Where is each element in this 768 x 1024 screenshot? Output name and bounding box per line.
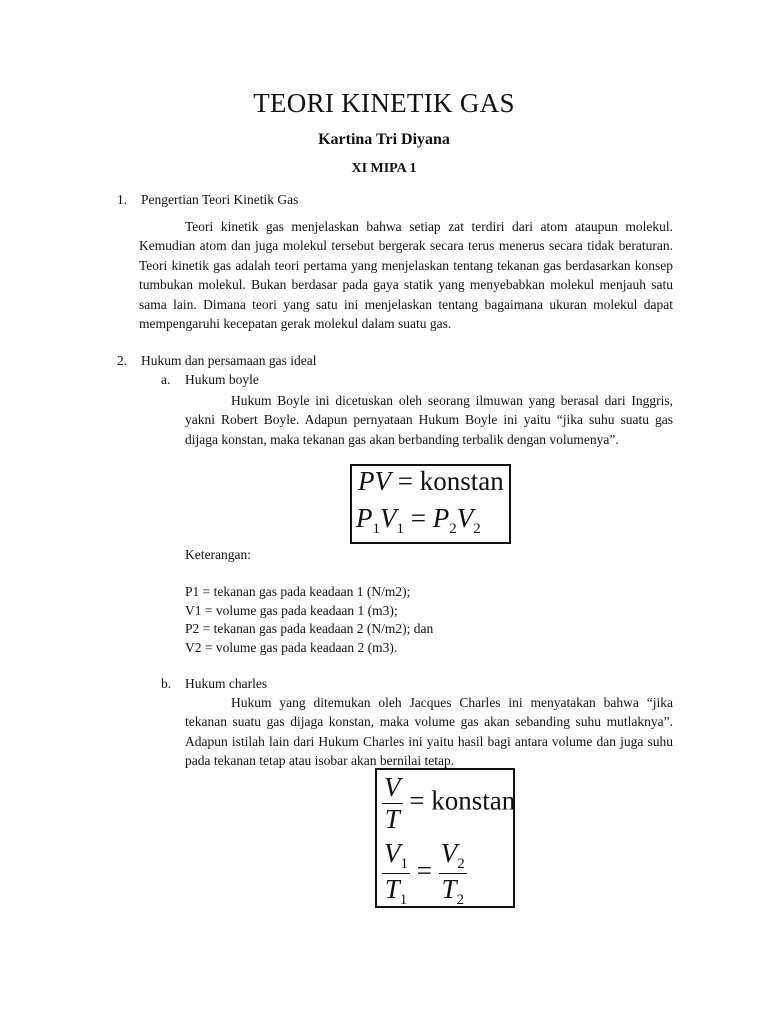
- keterangan-item: V2 = volume gas pada keadaan 2 (m3).: [185, 640, 398, 655]
- subsection-a-letter: a.: [161, 372, 171, 387]
- document-title: TEORI KINETIK GAS: [253, 88, 515, 118]
- keterangan-item: P1 = tekanan gas pada keadaan 1 (N/m2);: [185, 584, 411, 599]
- charles-formula-box: [375, 768, 515, 908]
- fraction: $\frac{V}{T}$: [384, 772, 401, 834]
- keterangan-item: V1 = volume gas pada keadaan 1 (m3);: [185, 603, 398, 618]
- charles-equation-2: $\frac{V_1}{T_1}$ = $\frac{V_2}{T_2}$: [384, 838, 465, 908]
- boyle-formula-box: [350, 464, 511, 544]
- author-name: Kartina Tri Diyana: [318, 131, 450, 148]
- subsection-a-paragraph: Hukum Boyle ini dicetuskan oleh seorang ilmuwan yang berasal dari Inggris, yakni Robert Boyle. Adapun pernyataan Hukum Boyle ini yaitu “jika suhu suatu gas dijaga konstan, maka tekanan gas akan berbanding terbalik dengan volumenya”.: [185, 393, 673, 447]
- charles-equation-1-rhs: konstan: [431, 785, 516, 816]
- section-2-number: 2.: [117, 353, 128, 368]
- boyle-equation-1-rhs: konstan: [419, 466, 504, 496]
- subsection-a-title: Hukum boyle: [185, 372, 259, 387]
- keterangan-item: P2 = tekanan gas pada keadaan 2 (N/m2); dan: [185, 621, 434, 636]
- subsection-b-letter: b.: [161, 676, 172, 691]
- class-name: XI MIPA 1: [351, 161, 417, 176]
- section-1-title: Pengertian Teori Kinetik Gas: [141, 192, 299, 207]
- charles-equation-1: $\frac{V}{T}$ = konstan: [384, 772, 516, 834]
- subsection-b-paragraph: Hukum yang ditemukan oleh Jacques Charles ini menyatakan bahwa “jika tekanan suatu gas dijaga konstan, maka volume gas akan sebanding suhu mutlaknya”. Adapun istilah lain dari Hukum Charles ini yaitu hasil bagi antara volume dan juga suhu pada tekanan tetap atau isobar akan bernilai tetap.: [185, 695, 673, 769]
- keterangan-label: Keterangan:: [185, 547, 251, 562]
- fraction: $\frac{V_2}{T_2}$: [440, 838, 465, 908]
- boyle-equation-2: $P_1V_1 = P_2V_2$: [356, 503, 481, 537]
- section-1-paragraph: Teori kinetik gas menjelaskan bahwa setiap zat terdiri dari atom ataupun molekul. Kemudian atom dan juga molekul tersebut bergerak secara terus menerus secara tidak beraturan. Teori kinetik gas adalah teori pertama yang menjelaskan tentang tekanan gas berdasarkan konsep tumbukan molekul. Bukan berdasar pada gaya statik yang menyebabkan molekul menjauh satu sama lain. Dimana teori yang satu ini menjelaskan tentang bagaimana ukuran molekul dapat mempengaruhi kecepatan gerak molekul dalam suatu gas.: [139, 219, 673, 332]
- fraction: $\frac{V_1}{T_1}$: [384, 838, 408, 908]
- boyle-equation-1: PV = konstan: [358, 466, 504, 496]
- subsection-b-title: Hukum charles: [185, 676, 268, 691]
- section-1-number: 1.: [117, 192, 128, 207]
- section-2-title: Hukum dan persamaan gas ideal: [141, 353, 317, 368]
